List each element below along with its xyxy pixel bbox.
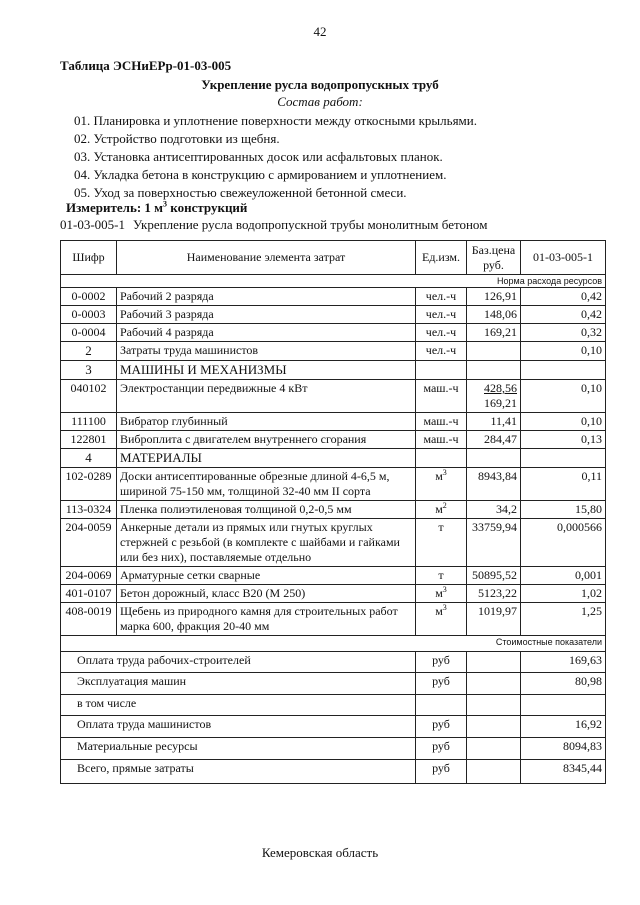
- work-composition-heading: Состав работ:: [277, 94, 363, 109]
- row-norm: 0,10: [521, 342, 606, 361]
- work-item: 03. Установка антисептированных досок или асфальтовых планок.: [74, 149, 443, 164]
- section-row: [61, 449, 606, 468]
- row-norm: 0,10: [521, 380, 606, 413]
- unit-base: м: [435, 586, 443, 600]
- cost-name: Эксплуатация машин: [61, 673, 416, 695]
- subtitle-code: 01-03-005-1: [60, 217, 125, 232]
- row-code: 2: [61, 342, 117, 361]
- table-row: [61, 585, 606, 603]
- row-unit: чел.-ч: [416, 324, 467, 342]
- row-unit: [416, 468, 467, 501]
- row-price: 50895,52: [467, 567, 521, 585]
- cost-unit: руб: [416, 760, 467, 784]
- row-code: 401-0107: [61, 585, 117, 603]
- row-code: 122801: [61, 431, 117, 449]
- row-code: 408-0019: [61, 603, 117, 636]
- row-price-primary: 428,56: [484, 381, 517, 395]
- row-unit: [416, 519, 467, 567]
- work-item: 04. Укладка бетона в конструкцию с армированием и уплотнением.: [74, 167, 447, 182]
- row-name: Вибратор глубинный: [117, 413, 416, 431]
- table-row: [61, 306, 606, 324]
- table-row: [61, 603, 606, 636]
- cost-value: 16,92: [521, 716, 606, 738]
- work-item: 05. Уход за поверхностью свежеуложенной бетонной смеси.: [74, 185, 407, 200]
- measurement-unit: [66, 200, 247, 216]
- table-row: [61, 342, 606, 361]
- row-norm: 0,11: [521, 468, 606, 501]
- row-norm: 15,80: [521, 501, 606, 519]
- section-name: МАТЕРИАЛЫ: [117, 449, 416, 468]
- row-norm: 0,32: [521, 324, 606, 342]
- norm-note: Норма расхода ресурсов: [61, 275, 606, 288]
- resource-table: [60, 240, 606, 784]
- row-code: 204-0059: [61, 519, 117, 567]
- cost-note: Стоимостные показатели: [61, 636, 606, 652]
- row-code: 040102: [61, 380, 117, 413]
- row-price: 11,41: [467, 413, 521, 431]
- cost-unit: руб: [416, 652, 467, 673]
- subtitle-text: Укрепление русла водопропускной трубы монолитным бетоном: [133, 217, 488, 232]
- header-norm: 01-03-005-1: [521, 241, 606, 275]
- row-name: Арматурные сетки сварные: [117, 567, 416, 585]
- row-norm: 0,13: [521, 431, 606, 449]
- unit-exponent: 3: [442, 468, 447, 477]
- row-price: 8943,84: [467, 468, 521, 501]
- row-name: Рабочий 4 разряда: [117, 324, 416, 342]
- row-name: Затраты труда машинистов: [117, 342, 416, 361]
- work-item: 01. Планировка и уплотнение поверхности между откосными крыльями.: [74, 113, 477, 128]
- measurement-suffix: конструкций: [167, 200, 248, 215]
- cost-row: [61, 716, 606, 738]
- section-name: МАШИНЫ И МЕХАНИЗМЫ: [117, 361, 416, 380]
- measurement-prefix: Измеритель: 1 м: [66, 200, 164, 215]
- cost-unit: руб: [416, 716, 467, 738]
- cost-value: 8094,83: [521, 738, 606, 760]
- row-price: 284,47: [467, 431, 521, 449]
- table-row: [61, 468, 606, 501]
- row-price-secondary: 169,21: [484, 396, 517, 410]
- row-unit: [416, 603, 467, 636]
- table-row: [61, 413, 606, 431]
- unit-base: т: [438, 568, 444, 582]
- table-row: [61, 431, 606, 449]
- cost-row: [61, 673, 606, 695]
- row-code: 102-0289: [61, 468, 117, 501]
- row-norm: 0,001: [521, 567, 606, 585]
- row-unit: [416, 585, 467, 603]
- row-name: Рабочий 2 разряда: [117, 288, 416, 306]
- section-number: 3: [61, 361, 117, 380]
- row-unit: маш.-ч: [416, 413, 467, 431]
- row-unit: [416, 501, 467, 519]
- table-title: Таблица ЭСНиЕРр-01-03-005: [60, 58, 232, 73]
- section-heading: Укрепление русла водопропускных труб: [201, 77, 439, 92]
- row-price: 148,06: [467, 306, 521, 324]
- row-price: 126,91: [467, 288, 521, 306]
- unit-base: м: [435, 502, 443, 516]
- table-row: [61, 324, 606, 342]
- cost-name: Оплата труда рабочих-строителей: [61, 652, 416, 673]
- cost-name: Оплата труда машинистов: [61, 716, 416, 738]
- unit-base: м: [435, 469, 443, 483]
- row-norm: 1,02: [521, 585, 606, 603]
- row-unit: маш.-ч: [416, 431, 467, 449]
- table-subtitle: [60, 217, 487, 233]
- work-item: 02. Устройство подготовки из щебня.: [74, 131, 280, 146]
- row-price: 169,21: [467, 324, 521, 342]
- row-norm: 0,000566: [521, 519, 606, 567]
- footer-region: Кемеровская область: [261, 845, 379, 860]
- row-unit: чел.-ч: [416, 342, 467, 361]
- cost-unit: [416, 695, 467, 716]
- cost-unit: руб: [416, 738, 467, 760]
- cost-name: в том числе: [61, 695, 416, 716]
- row-price: [467, 380, 521, 413]
- cost-row: [61, 738, 606, 760]
- cost-unit: руб: [416, 673, 467, 695]
- row-norm: 0,42: [521, 288, 606, 306]
- page-number: 42: [313, 24, 327, 39]
- row-unit: [416, 567, 467, 585]
- unit-base: т: [438, 520, 444, 534]
- header-unit: Ед.изм.: [416, 241, 467, 275]
- row-unit: чел.-ч: [416, 306, 467, 324]
- work-list: [74, 112, 477, 202]
- row-code: 204-0069: [61, 567, 117, 585]
- header-price: Баз.цена руб.: [467, 241, 521, 275]
- row-code: 0-0002: [61, 288, 117, 306]
- row-code: 111100: [61, 413, 117, 431]
- cost-value: 8345,44: [521, 760, 606, 784]
- cost-value: 169,63: [521, 652, 606, 673]
- cost-row: [61, 760, 606, 784]
- row-name: Щебень из природного камня для строительных работ марка 600, фракция 20-40 мм: [117, 603, 416, 636]
- row-norm: 0,42: [521, 306, 606, 324]
- row-name: Анкерные детали из прямых или гнутых круглых стержней с резьбой (в комплекте с шайбами и гайками или без них), поставляемые отдельно: [117, 519, 416, 567]
- row-name: Пленка полиэтиленовая толщиной 0,2-0,5 мм: [117, 501, 416, 519]
- section-number: 4: [61, 449, 117, 468]
- table-row: [61, 501, 606, 519]
- measurement-exponent: 3: [163, 199, 168, 209]
- unit-exponent: 2: [442, 501, 447, 510]
- cost-name: Материальные ресурсы: [61, 738, 416, 760]
- unit-exponent: 3: [442, 585, 447, 594]
- header-name: Наименование элемента затрат: [117, 241, 416, 275]
- row-code: 0-0004: [61, 324, 117, 342]
- unit-base: м: [435, 604, 443, 618]
- table-row: [61, 519, 606, 567]
- section-row: [61, 361, 606, 380]
- row-price: 34,2: [467, 501, 521, 519]
- header-code: Шифр: [61, 241, 117, 275]
- row-code: 0-0003: [61, 306, 117, 324]
- cost-row: [61, 652, 606, 673]
- cost-name: Всего, прямые затраты: [61, 760, 416, 784]
- cost-value: 80,98: [521, 673, 606, 695]
- row-price: 1019,97: [467, 603, 521, 636]
- row-name: Рабочий 3 разряда: [117, 306, 416, 324]
- row-norm: 0,10: [521, 413, 606, 431]
- row-unit: маш.-ч: [416, 380, 467, 413]
- row-norm: 1,25: [521, 603, 606, 636]
- unit-exponent: 3: [442, 603, 447, 612]
- row-code: 113-0324: [61, 501, 117, 519]
- row-name: Виброплита с двигателем внутреннего сгорания: [117, 431, 416, 449]
- row-price: 5123,22: [467, 585, 521, 603]
- row-name: Бетон дорожный, класс В20 (М 250): [117, 585, 416, 603]
- row-name: Доски антисептированные обрезные длиной 4-6,5 м, шириной 75-150 мм, толщиной 32-40 мм II сорта: [117, 468, 416, 501]
- row-unit: чел.-ч: [416, 288, 467, 306]
- cost-value: [521, 695, 606, 716]
- cost-row: [61, 695, 606, 716]
- table-row: [61, 380, 606, 413]
- row-price: 33759,94: [467, 519, 521, 567]
- row-name: Электростанции передвижные 4 кВт: [117, 380, 416, 413]
- table-row: [61, 567, 606, 585]
- row-price: [467, 342, 521, 361]
- table-row: [61, 288, 606, 306]
